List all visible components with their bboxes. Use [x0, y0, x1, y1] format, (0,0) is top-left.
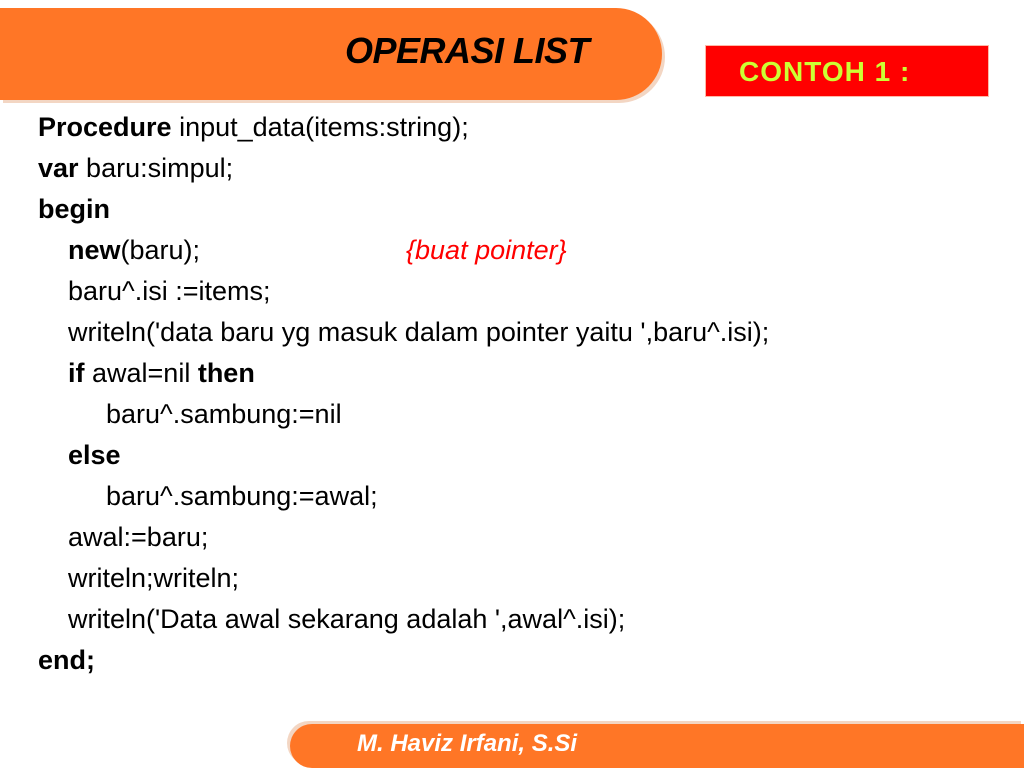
keyword-end: end; — [38, 645, 95, 675]
code-comment: {buat pointer} — [406, 235, 567, 265]
keyword-begin: begin — [38, 194, 110, 224]
footer-author: M. Haviz Irfani, S.Si — [357, 730, 578, 757]
code-line-10 — [38, 476, 769, 517]
code-line-9 — [38, 435, 769, 476]
slide-title: OPERASI LIST — [345, 30, 590, 71]
code-line-6 — [38, 312, 769, 353]
code-line-1 — [38, 107, 769, 148]
code-line-12 — [38, 558, 769, 599]
keyword-if: if — [68, 358, 85, 388]
keyword-then: then — [197, 358, 255, 388]
code-text: awal:=baru; — [68, 522, 209, 552]
code-line-8 — [38, 394, 769, 435]
keyword-new: new — [68, 235, 121, 265]
code-text: writeln;writeln; — [68, 563, 240, 593]
code-text: baru^.sambung:=awal; — [106, 481, 378, 511]
code-line-11 — [38, 517, 769, 558]
code-text: baru^.isi :=items; — [68, 276, 271, 306]
keyword-else: else — [68, 440, 121, 470]
code-text: baru^.sambung:=nil — [106, 399, 342, 429]
code-block — [38, 107, 769, 681]
code-line-13 — [38, 599, 769, 640]
example-label: CONTOH 1 : — [739, 56, 911, 87]
code-text: baru:simpul; — [78, 153, 234, 183]
code-line-5 — [38, 271, 769, 312]
keyword-procedure: Procedure — [38, 112, 172, 142]
code-text: (baru); — [120, 235, 201, 265]
code-text: awal=nil — [84, 358, 198, 388]
code-line-4 — [38, 230, 769, 271]
code-line-3 — [38, 189, 769, 230]
code-line-2 — [38, 148, 769, 189]
keyword-var: var — [38, 153, 79, 183]
code-line-14 — [38, 640, 769, 681]
code-line-7 — [38, 353, 769, 394]
code-text: writeln('Data awal sekarang adalah ',awal^.isi); — [68, 604, 626, 634]
code-text: input_data(items:string); — [171, 112, 469, 142]
code-text: writeln('data baru yg masuk dalam pointer yaitu ',baru^.isi); — [68, 317, 770, 347]
